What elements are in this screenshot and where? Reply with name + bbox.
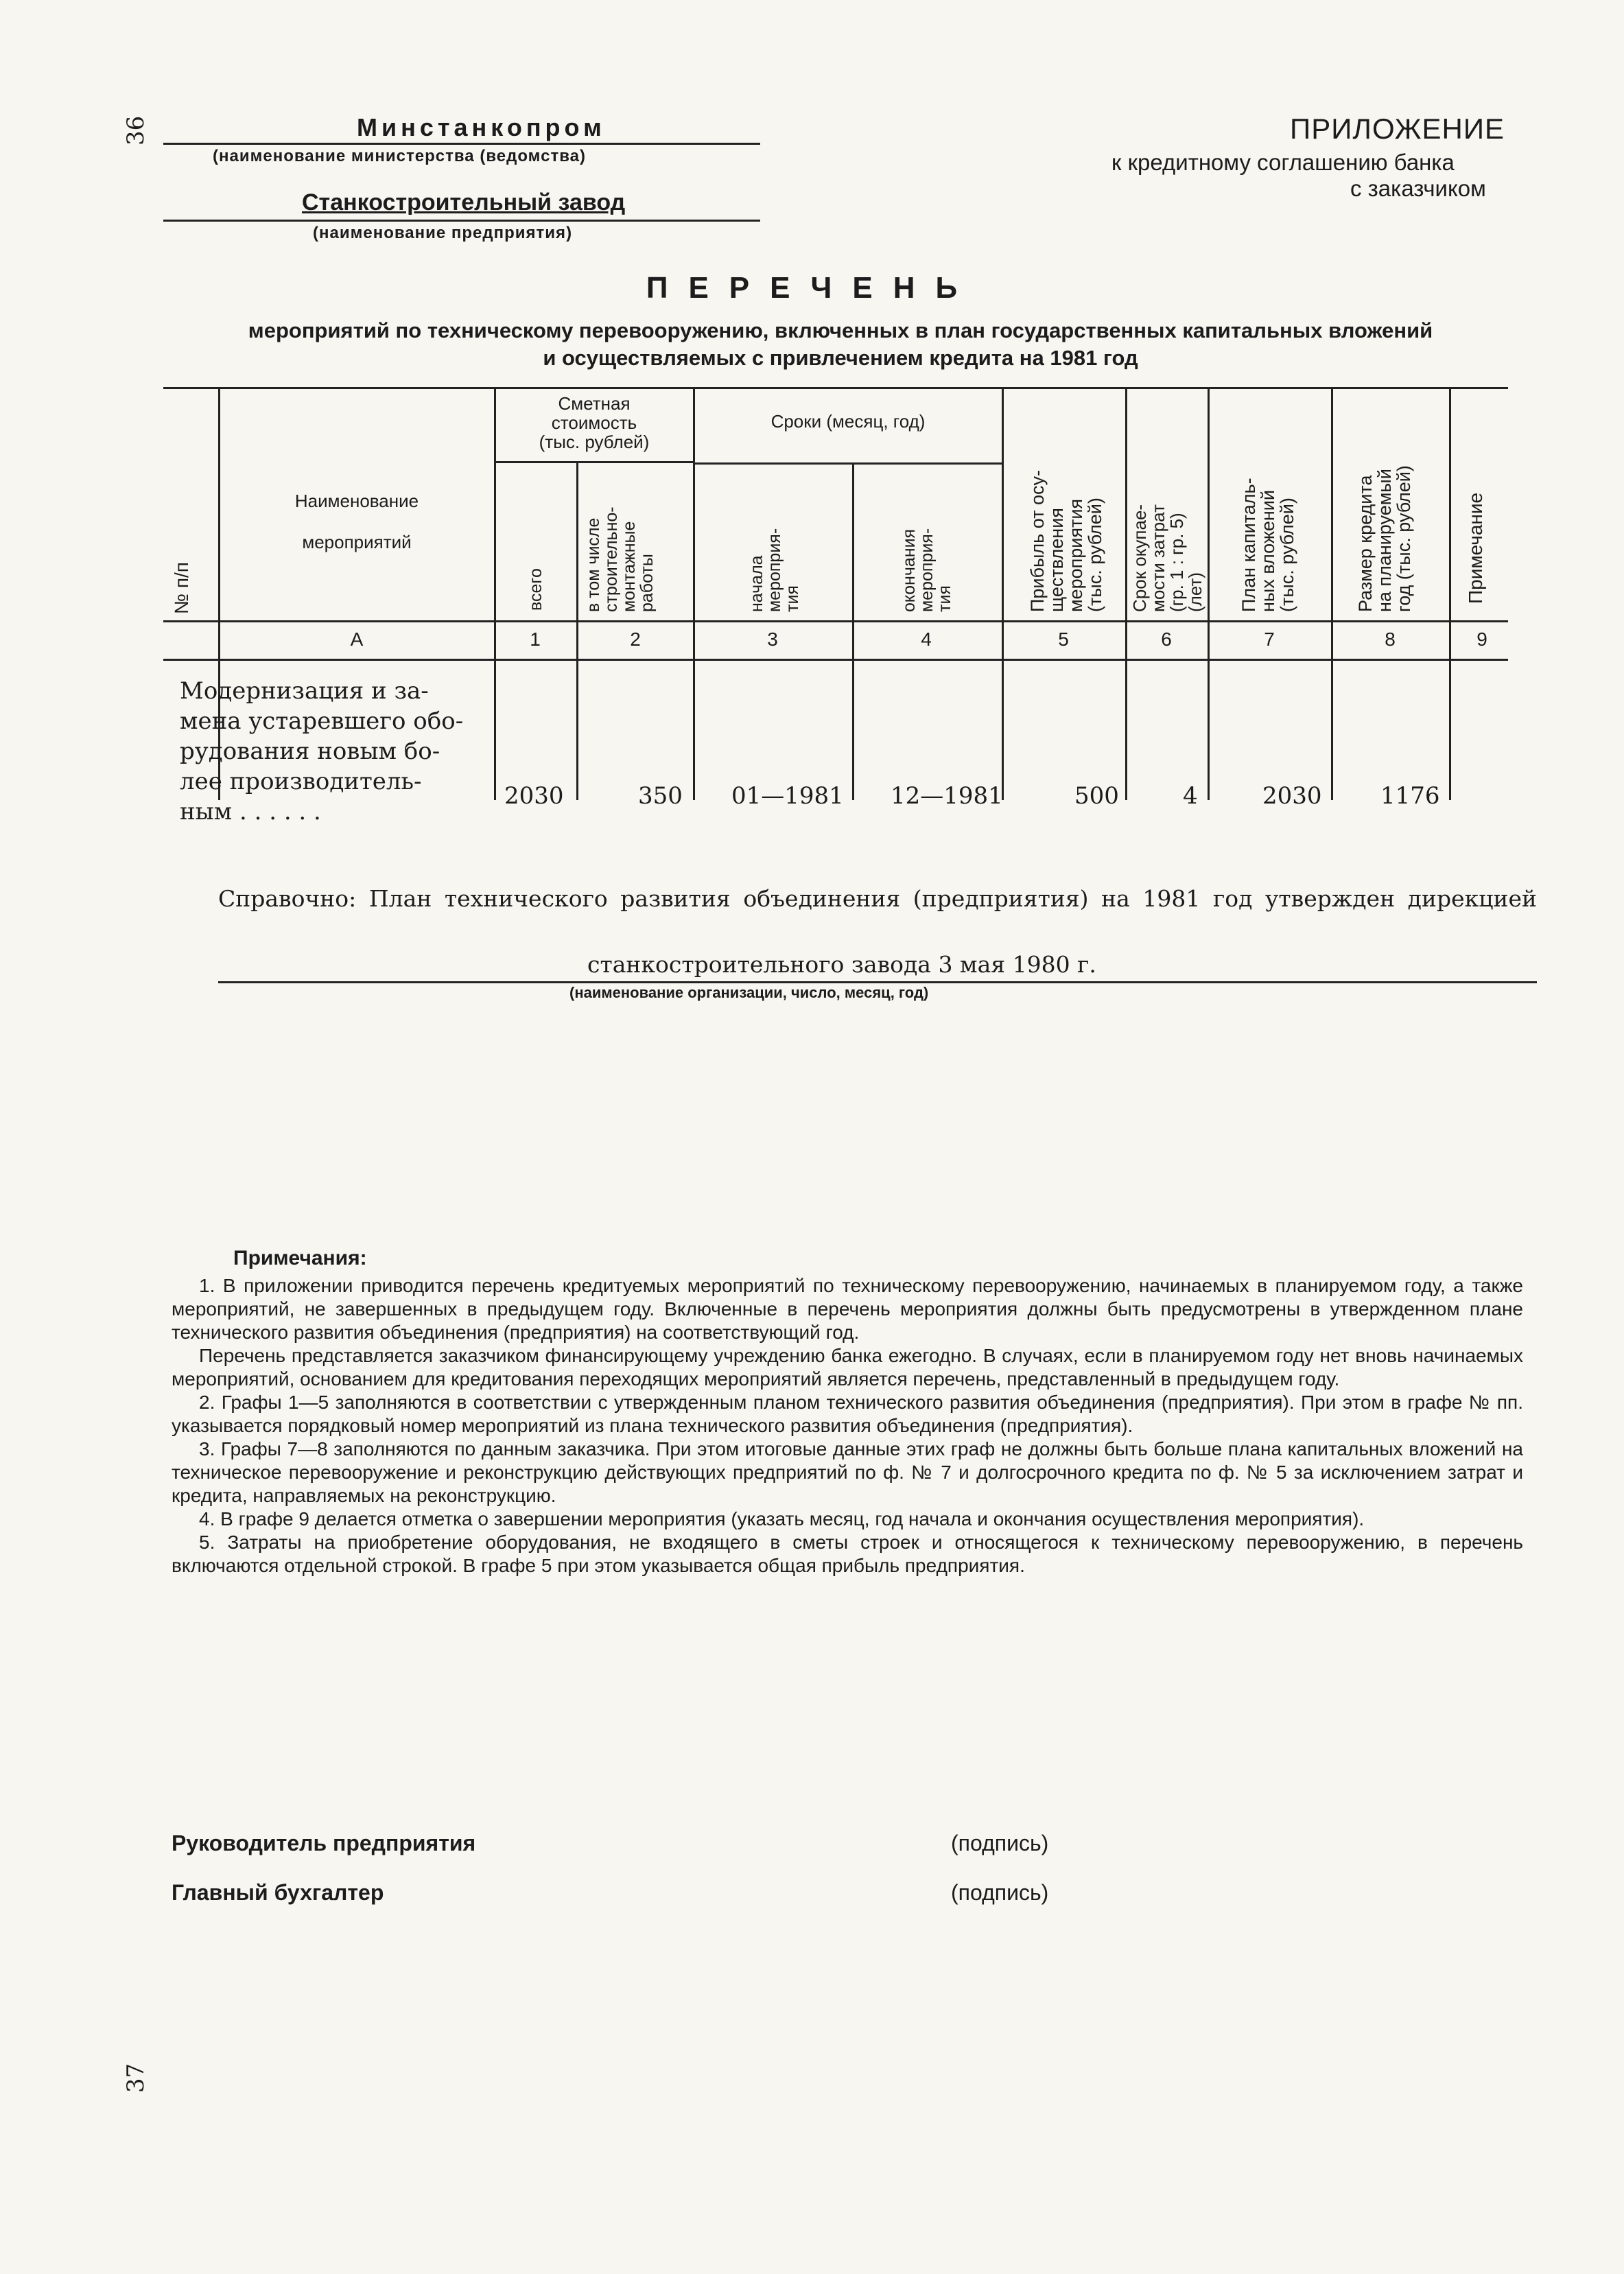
payback-line-1: Срок окупае-: [1129, 504, 1150, 612]
cost-group-rule: [494, 461, 693, 463]
col-header-start: [748, 528, 801, 612]
reference-org: станкостроительного завода 3 мая 1980 г.: [587, 951, 1096, 978]
payback-line-4: (лет): [1185, 572, 1205, 612]
appendix-title: ПРИЛОЖЕНИЕ: [1290, 113, 1505, 145]
row-item-name: [180, 676, 475, 827]
reference-text: Справочно: План технического развития объединения (предприятия) на 1981 год утвержден дирекцией: [218, 885, 1537, 912]
col-header-cost-total: всего: [526, 568, 545, 611]
start-line-2: мероприя-: [765, 528, 784, 612]
credit-line-1: Размер кредита: [1355, 475, 1376, 612]
colnum-3: 3: [767, 629, 778, 650]
colnum-5: 5: [1058, 629, 1069, 650]
document-subtitle: [172, 317, 1509, 372]
appendix-line-2: с заказчиком: [1350, 176, 1486, 201]
colnum-8: 8: [1385, 629, 1396, 650]
cell-profit: 500: [1074, 782, 1119, 810]
notes-title: Примечания:: [233, 1247, 367, 1269]
vline-7: [1125, 388, 1127, 800]
enterprise-name: Станкостроительный завод: [302, 189, 626, 215]
profit-line-4: (тыс. рублей): [1085, 497, 1105, 612]
note-4: 4. В графе 9 делается отметка о завершении мероприятия (указать месяц, год начала и окончания осуществления мероприятия).: [199, 1508, 1365, 1529]
start-line-1: начала: [747, 555, 766, 612]
col-header-name-line-2: мероприятий: [302, 532, 412, 552]
cell-cost-total: 2030: [504, 782, 564, 810]
vline-4: [693, 388, 695, 800]
cell-start: 01—1981: [731, 782, 844, 810]
item-name-line-5: ным . . . . . .: [180, 798, 321, 825]
vline-10: [1449, 388, 1451, 800]
ministry-underline: [163, 143, 760, 145]
capital-line-1: План капиталь-: [1238, 478, 1259, 612]
note-5: 5. Затраты на приобретение оборудования, не входящего в сметы строек и относящегося к техническому перевооружению, в перечень включаются отдельной строкой. В графе 5 при этом указывается общая прибыль предприятия.: [172, 1532, 1523, 1576]
appendix-line-1: к кредитному соглашению банка: [1111, 150, 1455, 175]
capital-line-3: (тыс. рублей): [1277, 497, 1297, 612]
colnum-1: 1: [530, 629, 541, 650]
colnum-9: 9: [1476, 629, 1487, 650]
vline-3: [576, 462, 578, 800]
col-header-profit: [1028, 470, 1105, 612]
item-name-line-4: лее производитель-: [180, 768, 422, 795]
table-top-rule: [163, 387, 1508, 389]
cost-group-line-2: стоимость: [551, 412, 637, 433]
ministry-name: Минстанкопром: [357, 113, 606, 141]
cost-group-line-3: (тыс. рублей): [539, 432, 650, 452]
director-signature: (подпись): [951, 1831, 1049, 1855]
vline-8: [1208, 388, 1210, 800]
vline-2: [494, 388, 496, 800]
accountant-label: Главный бухгалтер: [172, 1880, 384, 1905]
profit-line-1: Прибыль от осу-: [1027, 470, 1048, 612]
colnum-7: 7: [1264, 629, 1275, 650]
end-line-1: окончания: [899, 528, 919, 612]
bottom-page-number: 37: [122, 2063, 150, 2093]
header-bottom-rule: [163, 620, 1508, 622]
cell-credit: 1176: [1380, 782, 1440, 810]
colnum-a: А: [350, 629, 364, 650]
colnum-2: 2: [630, 629, 641, 650]
subtitle-line-2: и осуществляемых с привлечением кредита на 1981 год: [543, 346, 1138, 370]
start-line-3: тия: [783, 585, 802, 612]
col-header-name-line-1: Наименование: [294, 491, 419, 511]
payback-line-3: (гр. 1 : гр. 5): [1166, 513, 1187, 612]
cost-construction-line-1: в том числе: [584, 517, 603, 612]
notes-section: [172, 1247, 1523, 1578]
profit-line-2: ществления: [1046, 508, 1067, 612]
payback-line-2: мости затрат: [1148, 504, 1168, 612]
cell-cost-construction: 350: [638, 782, 683, 810]
item-name-line-2: мена устаревшего обо-: [180, 707, 464, 735]
col-header-name: [226, 480, 487, 563]
cell-payback: 4: [1183, 782, 1198, 810]
credit-line-3: год (тыс. рублей): [1393, 465, 1414, 612]
col-group-cost: [497, 394, 692, 452]
colnum-4: 4: [921, 629, 932, 650]
reference-underline: [218, 981, 1537, 983]
cost-group-line-1: Сметная: [558, 393, 631, 414]
item-name-line-3: рудования новым бо-: [180, 738, 440, 765]
note-1b: Перечень представляется заказчиком финансирующему учреждению банка ежегодно. В случаях, если в планируемом году нет вновь начинаемых мероприятий, основанием для кредитования переходящих мероприятий является перечень, представленный в предыдущем году.: [172, 1345, 1523, 1390]
colnum-6: 6: [1161, 629, 1172, 650]
vline-6: [1002, 388, 1004, 800]
credit-line-2: на планируемый: [1374, 469, 1395, 612]
cell-capital: 2030: [1262, 782, 1322, 810]
vline-9: [1331, 388, 1333, 800]
end-line-3: тия: [935, 585, 954, 612]
col-header-capital: [1239, 478, 1297, 612]
col-group-dates: Сроки (месяц, год): [770, 411, 926, 432]
subtitle-line-1: мероприятий по техническому перевооружению, включенных в план государственных капитальных вложений: [248, 318, 1433, 342]
profit-line-3: мероприятия: [1066, 498, 1086, 612]
capital-line-2: ных вложений: [1258, 490, 1278, 612]
accountant-signature: (подпись): [951, 1880, 1049, 1905]
note-2: 2. Графы 1—5 заполняются в соответствии с утвержденным планом технического развития объединения (предприятия). При этом в графе № пп. указывается порядковый номер мероприятий из плана технического развития объединения (предприятия).: [172, 1392, 1523, 1436]
col-header-end: [900, 528, 954, 612]
cost-construction-line-4: работы: [637, 554, 657, 612]
cell-end: 12—1981: [891, 782, 1003, 810]
top-page-number: 36: [122, 115, 150, 145]
col-header-credit: [1356, 465, 1413, 612]
reference-caption: (наименование организации, число, месяц, год): [569, 984, 929, 1001]
ministry-caption: (наименование министерства (ведомства): [213, 147, 586, 165]
enterprise-caption: (наименование предприятия): [313, 224, 573, 242]
col-header-cost-construction: [585, 506, 656, 612]
cost-construction-line-3: монтажные: [620, 521, 639, 612]
colnum-bottom-rule: [163, 659, 1508, 661]
note-3: 3. Графы 7—8 заполняются по данным заказчика. При этом итоговые данные этих граф не должны быть больше плана капитальных вложений на техническое перевооружение и реконструкцию действующих предприятий по ф. № 7 и долгосрочного кредита по ф. № 5 за исключением затрат и кредита, направляемых на реконструкцию.: [172, 1438, 1523, 1506]
note-1: 1. В приложении приводится перечень кредитуемых мероприятий по техническому перевооружению, начинаемых в планируемом году, а также мероприятий, не завершенных в предыдущем году. Включенные в перечень мероприятия должны быть предусмотрены в утвержденном плане технического развития объединения (предприятия) на соответствующий год.: [172, 1275, 1523, 1343]
item-name-line-1: Модернизация и за-: [180, 677, 429, 705]
dates-group-rule: [693, 462, 1002, 465]
enterprise-underline: [163, 220, 760, 222]
col-header-payback: [1131, 504, 1205, 612]
col-header-note: Примечание: [1465, 492, 1486, 604]
director-label: Руководитель предприятия: [172, 1831, 476, 1855]
end-line-2: мероприя-: [917, 528, 937, 612]
vline-5: [852, 464, 854, 800]
cost-construction-line-2: строительно-: [602, 506, 621, 612]
document-title: ПЕРЕЧЕНЬ: [646, 271, 978, 305]
col-header-num: № п/п: [171, 562, 192, 614]
